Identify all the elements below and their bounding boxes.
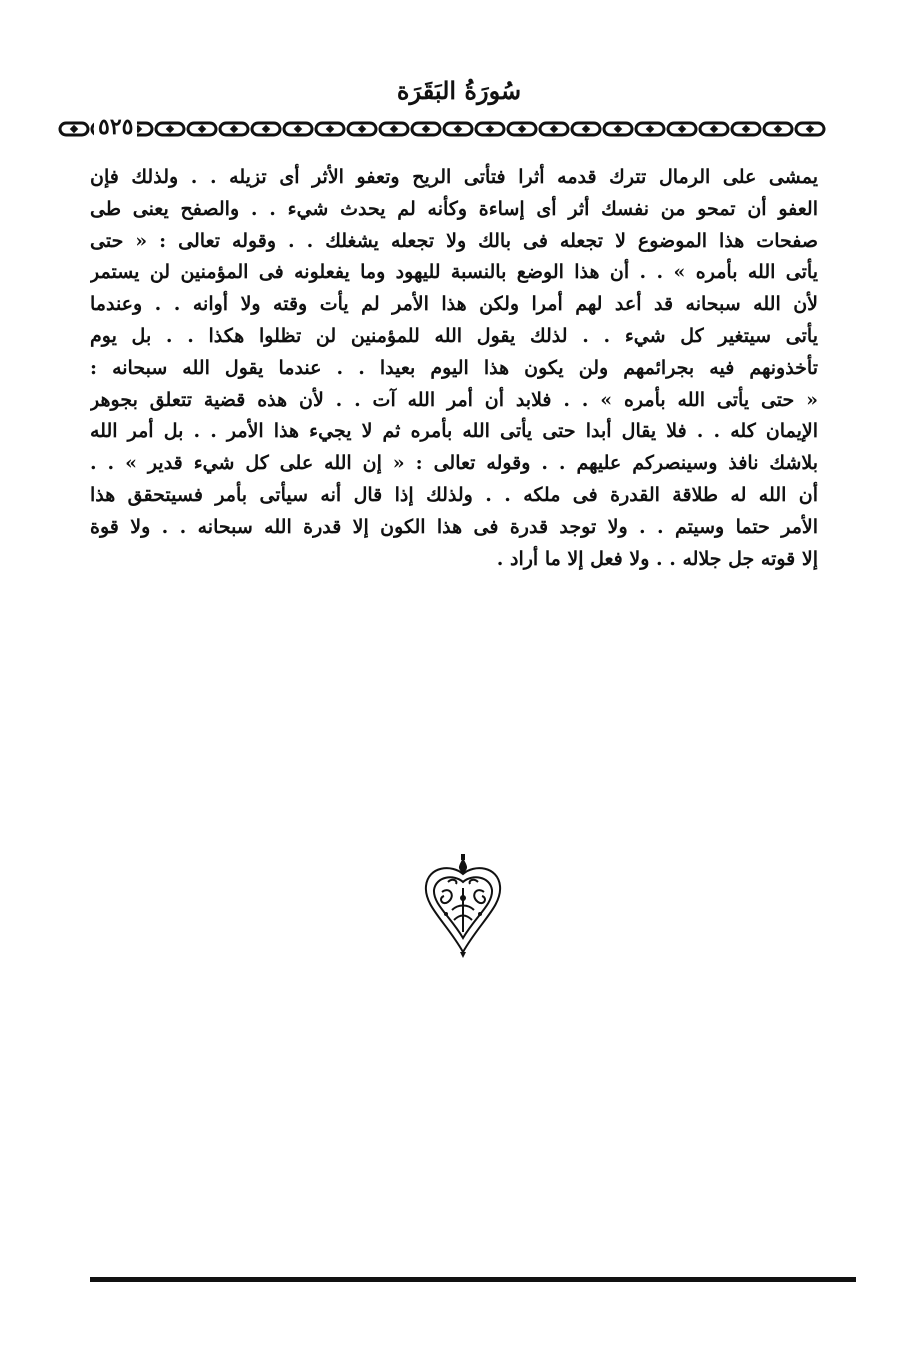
page-number: ٥٢٥ [94, 114, 137, 140]
text-line: العفو أن تمحو من نفسك أثر أى إساءة وكأنه لم يحدث شيء . . والصفح يعنى طى [90, 197, 818, 220]
text-line: بلاشك نافذ وسينصركم عليهم . . وقوله تعالى : « إن الله على كل شيء قدير » . . [90, 452, 818, 475]
text-line: إلا قوته جل جلاله . . ولا فعل إلا ما أراد . [496, 547, 818, 570]
body-text [90, 162, 818, 575]
text-line: يأتى سيتغير كل شيء . . لذلك يقول الله للمؤمنين لن تظلوا هكذا . . بل يوم [90, 324, 818, 347]
chain-border-icon [58, 118, 840, 140]
surah-title: سُورَةُ البَقَرَة [396, 76, 522, 105]
text-line: لأن الله سبحانه قد أعد لهم أمرا ولكن هذا الأمر لم يأت وقته ولا أوانه . . وعندما [90, 293, 818, 316]
text-line: تأخذونهم فيه بجرائمهم ولن يكون هذا اليوم بعيدا . . عندما يقول الله سبحانه : [90, 356, 818, 379]
text-line: « حتى يأتى الله بأمره » . . فلابد أن أمر الله آت . . لأن هذه قضية تتعلق بجوهر [90, 388, 818, 411]
text-line: صفحات هذا الموضوع لا تجعله فى بالك ولا تجعله يشغلك . . وقوله تعالى : « حتى [90, 229, 818, 252]
text-line: أن الله له طلاقة القدرة فى ملكه . . ولذلك إذا قال أنه سيأتى بأمر فسيتحقق هذا [90, 483, 818, 506]
text-line: الأمر حتما وسيتم . . ولا توجد قدرة فى هذا الكون إلا قدرة الله سبحانه . . ولا قوة [90, 515, 818, 538]
text-line: يأتى الله بأمره » . . أن هذا الوضع بالنسبة لليهود وما يفعلونه فى المؤمنين لن يستمر [90, 261, 818, 284]
text-line: الإيمان كله . . فلا يقال أبدا حتى يأتى الله بأمره ثم لا يجيء هذا الأمر . . بل أمر الله [90, 420, 818, 443]
heart-arabesque-ornament-icon [422, 852, 504, 960]
text-line: يمشى على الرمال تترك قدمه أثرا فتأتى الريح وتعفو الأثر أى تزيله . . ولذلك فإن [90, 166, 818, 188]
footer-rule [90, 1277, 856, 1282]
